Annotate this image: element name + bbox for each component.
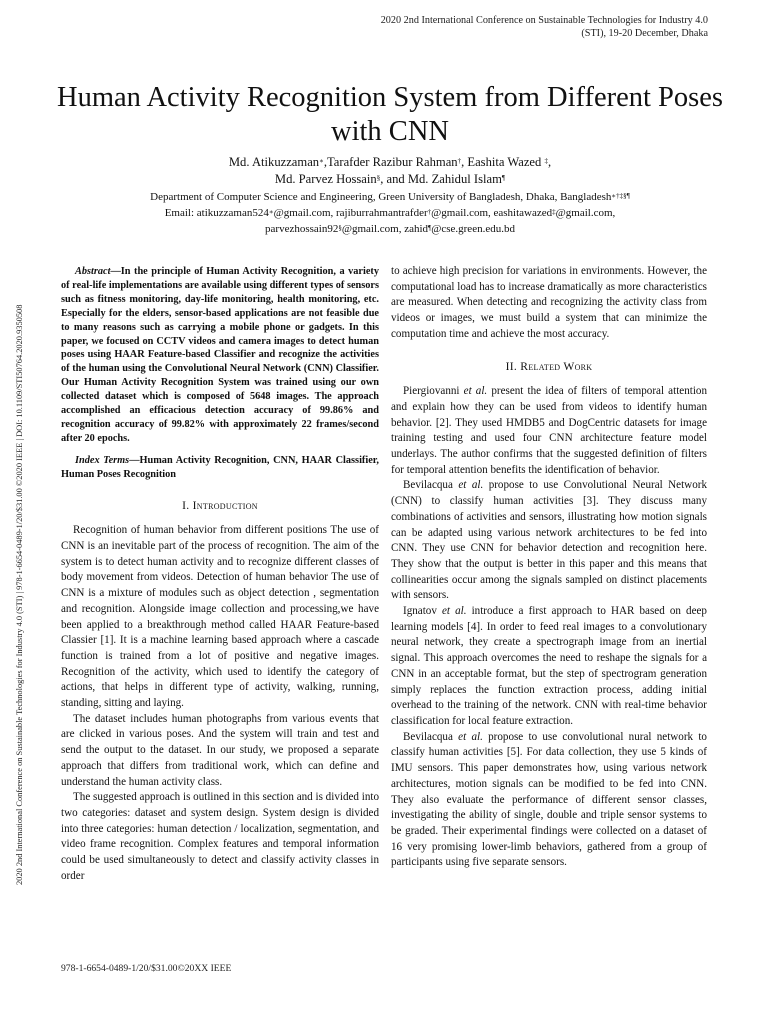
author-mark: § bbox=[376, 174, 381, 182]
paragraph-text: introduce a first approach to HAR based on deep learning models [4]. In order to feed real images to a convolutionary neural network, they create a spectrograph image from an inertial signal. This approach overcomes the need to reshape the signals for a CNN in an acceptable format, but the step of spectrogram generation simply replaces the function extraction process, adding initial overhead to the training of the network. CNN with real-time behavior classification for local feature extraction. bbox=[391, 605, 707, 727]
paragraph bbox=[391, 604, 707, 730]
email-link[interactable]: rajiburrahmantrafder bbox=[336, 207, 428, 219]
et-al: et al. bbox=[458, 730, 483, 743]
et-al: et al. bbox=[441, 605, 467, 618]
author-sep: , bbox=[547, 155, 552, 169]
email-mark: ¶ bbox=[428, 224, 432, 232]
paragraph-text: propose to use Convolutional Neural Network (CNN) to classify human activities [3]. They discuss many combinations of activities and sensors, illustrating how motion signals can be adapted using various network architectures to be fed into CNN. They use CNN for behavior detection and recognition here. They show that the output is better in this paper and this means that collinearities occur among the signals sampled on distinct placements with sensors. bbox=[391, 479, 707, 602]
left-column bbox=[61, 265, 379, 884]
section-heading-introduction: I. Introduction bbox=[182, 498, 258, 512]
cited-author: Bevilacqua bbox=[403, 730, 459, 743]
author-mark: ∗ bbox=[319, 157, 324, 165]
author-mark: † bbox=[457, 157, 462, 165]
et-al: et al. bbox=[463, 385, 488, 398]
right-column bbox=[391, 264, 707, 871]
email-domain: @gmail.com, bbox=[273, 207, 337, 219]
index-terms bbox=[61, 454, 379, 482]
paragraph bbox=[391, 384, 707, 478]
cited-author: Ignatov bbox=[403, 605, 442, 618]
author-name: , and Md. Zahidul Islam bbox=[380, 172, 502, 186]
author-name: , Eashita Wazed bbox=[461, 155, 545, 169]
paragraph-text: present the idea of filters of temporal attention and explain how they can be used from videos to identify human behavior. [2]. They used HMDB5 and DogCentric datasets for image training testing and used four CNN architecture feature model underlays. The author confirms that the suggested definition of filters for temporal attention benefits the identification of behavior. bbox=[391, 385, 707, 476]
cited-author: Piergiovanni bbox=[403, 385, 464, 398]
email-domain: @gmail.com, bbox=[555, 207, 616, 219]
email-link[interactable]: atikuzzaman524 bbox=[196, 207, 269, 219]
email-domain: @gmail.com, bbox=[341, 223, 405, 235]
email-mark: † bbox=[427, 208, 432, 216]
paragraph: Recognition of human behavior from different positions The use of CNN is an inevitable part of the process of recognition. The aim of the system is to detect human activity and to recognize different classes of body movement from videos. Detection of human behavior The use of CNN is a mixture of modules such as object detection , segmentation and recognition. Alongside image collection and processing,we have been applied to a breakthrough method called HAAR Feature-based Classier [1]. It is a machine learning based approach where a cascade function is trained from a lot of positive and negative images. Recognition of the activity, which used to identify the category of actions, that helps in different type of activity, walking, running, standing, sitting and laying. bbox=[61, 524, 379, 710]
author-name: Md. Parvez Hossain bbox=[274, 172, 377, 186]
email-mark: § bbox=[338, 224, 342, 232]
index-terms-text: —Human Activity Recognition, CNN, HAAR Classifier, Human Poses Recognition bbox=[61, 454, 379, 480]
author-name: ,Tarafder Razibur Rahman bbox=[323, 155, 458, 169]
department: Department of Computer Science and Engineering, Green University of Bangladesh, Dhaka, Bangladesh bbox=[150, 191, 612, 203]
email-link[interactable]: parvezhossain92 bbox=[265, 223, 339, 235]
section-heading-related-work: II. Related Work bbox=[505, 359, 593, 373]
conference-header: 2020 2nd International Conference on Sustainable Technologies for Industry 4.0 (STI), 19-20 December, Dhaka bbox=[380, 15, 708, 39]
abstract bbox=[61, 265, 379, 446]
doi-side-strip: 2020 2nd International Conference on Sustainable Technologies for Industry 4.0 (STI) | 978-1-6654-0489-1/20/$31.00 ©2020 IEEE | DOI: 10.1109/STI50764.2020.9350508 bbox=[15, 304, 24, 885]
abstract-text: —In the principle of Human Activity Recognition, a variety of real-life implementations are available using different types of sensors such as fitness monitoring, day-life monitoring, health monitoring, etc. Especially for the elders, sensor-based applications are not feasible due to many reasons such as carrying a mobile phone or gadgets. In this paper, we focused on CCTV videos and camera images to detect human poses using HAAR Feature-based Classifier and recognize the activities of the human using the Convolutional Neural Network (CNN) Classifier. Our Human Activity Recognition System was trained using our own collected dataset which is composed of 5648 images. The approach accomplished an efficacious detection accuracy of 99.86% and recognition accuracy of 99.82% with approximately 22 frames/second after 20 epochs. bbox=[61, 266, 379, 444]
paragraph bbox=[391, 478, 707, 604]
author-name: Md. Atikuzzaman bbox=[228, 155, 320, 169]
affiliation-block bbox=[40, 189, 740, 237]
email-link[interactable]: eashitawazed bbox=[493, 207, 553, 219]
paragraph-text: propose to use convolutional nural network to classify human activities [5]. For data collection, they use 5 kinds of IMU sensors. This paper demonstrates how, using various network architectures, motion signals can be modified to be fed into CNN. They also evaluate the performance of different sensor classes, investigating the ability of single, double and triple sensor systems to be graded. Their experimental findings were collected on a dataset of 16 very promising lower-limb behaviors, gathered from a group of participants using five separate sensors. bbox=[391, 730, 707, 869]
index-terms-label: Index Terms bbox=[75, 454, 130, 466]
author-list bbox=[40, 154, 740, 188]
email-mark: ‡ bbox=[552, 208, 556, 216]
paper-title: Human Activity Recognition System from Different Poses with CNN bbox=[57, 82, 723, 148]
paragraph: The dataset includes human photographs from various events that are clicked in various poses. And the system will train and test and send the output to the dataset. In our study, we proposed a separate approach that differs from traditional work, which can define and understand the human activity class. bbox=[61, 712, 379, 788]
paragraph: The suggested approach is outlined in this section and is divided into two categories: dataset and system design. System design is divided into three categories: human detection / localization, segmentation, and video frame recognition. Complex features and temporal information could be used simultaneously to detect and classify activity classes in order bbox=[61, 791, 379, 882]
email-domain: @gmail.com, bbox=[431, 207, 494, 219]
copyright-footer: 978-1-6654-0489-1/20/$31.00©20XX IEEE bbox=[61, 963, 232, 974]
cited-author: Bevilacqua bbox=[403, 479, 459, 492]
author-mark: ‡ bbox=[544, 157, 548, 165]
email-domain: @cse.green.edu.bd bbox=[431, 223, 515, 235]
et-al: et al. bbox=[458, 479, 484, 492]
paragraph bbox=[391, 730, 707, 871]
email-mark: ∗ bbox=[268, 208, 274, 216]
department-marks: ∗†‡§¶ bbox=[611, 192, 630, 200]
paragraph-continued: to achieve high precision for variations in environments. However, the computational load has to increase dramatically as more characteristics are measured. When detecting and recognizing the activity class from videos or images, we must build a system that can minimize the computation time and achieve the most accuracy. bbox=[391, 265, 707, 340]
email-link[interactable]: zahid bbox=[404, 223, 429, 235]
email-label: Email: bbox=[164, 207, 197, 219]
author-mark: ¶ bbox=[501, 174, 506, 182]
abstract-label: Abstract bbox=[75, 266, 111, 277]
